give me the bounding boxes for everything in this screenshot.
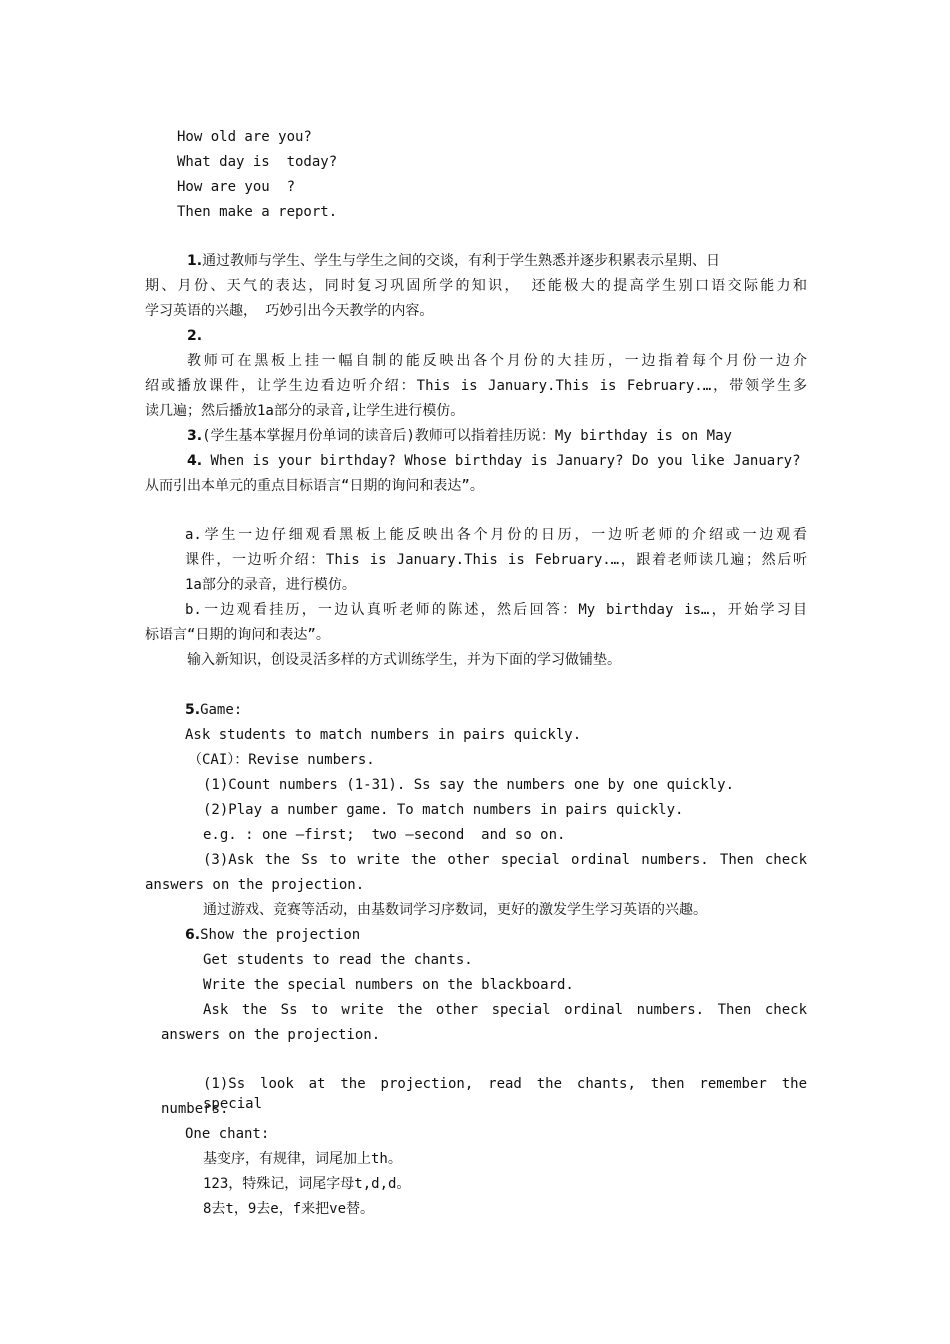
paragraph-6-line xyxy=(185,925,360,945)
text-line: (1)Count numbers (1-31). Ss say the numbers one by one quickly. xyxy=(203,777,735,793)
text-line: 绍或播放课件，让学生边看边听介绍：This is January.This is February.…，带领学生多 xyxy=(145,378,807,394)
item-number: 4. xyxy=(187,453,203,469)
text-line: 基变序，有规律，词尾加上th。 xyxy=(203,1151,402,1167)
text-line: What day is today? xyxy=(177,154,338,170)
item-number: 5. xyxy=(185,702,201,718)
text-span: Show the projection xyxy=(200,927,361,943)
text-span: When is your birthday? Whose birthday is January? Do you like January? xyxy=(202,453,801,469)
text-line: 标语言“日期的询问和表达”。 xyxy=(145,627,330,643)
text-line: answers on the projection. xyxy=(161,1027,381,1043)
text-line: 期、月份、天气的表达，同时复习巩固所学的知识， 还能极大的提高学生别口语交际能力和 xyxy=(145,278,807,294)
text-line: (2)Play a number game. To match numbers in pairs quickly. xyxy=(203,802,684,818)
text-line: 1a部分的录音，进行模仿。 xyxy=(185,577,356,593)
text-line: Write the special numbers on the blackboard. xyxy=(203,977,574,993)
text-span: 通过教师与学生、学生与学生之间的交谈，有利于学生熟悉并逐步积累表示星期、日 xyxy=(202,253,721,269)
item-number: 2. xyxy=(187,328,203,344)
text-line: (1)Ss look at the projection, read the chants, then remember the special xyxy=(203,1076,807,1112)
text-line: Ask students to match numbers in pairs quickly. xyxy=(185,727,582,743)
text-line: （CAI）：Revise numbers. xyxy=(188,752,375,768)
item-number: 3. xyxy=(187,428,203,444)
text-line: Then make a report. xyxy=(177,204,338,220)
text-line: a.学生一边仔细观看黑板上能反映出各个月份的日历，一边听老师的介绍或一边观看 xyxy=(185,527,807,543)
text-line: 教师可在黑板上挂一幅自制的能反映出各个月份的大挂历，一边指着每个月份一边介 xyxy=(187,353,807,369)
text-line: 123，特殊记，词尾字母t,d,d。 xyxy=(203,1176,411,1192)
text-line: How old are you? xyxy=(177,129,312,145)
text-span: Game: xyxy=(200,702,243,718)
text-line: One chant: xyxy=(185,1126,270,1142)
text-line: 课件，一边听介绍：This is January.This is February.…，跟着老师读几遍；然后听 xyxy=(185,552,807,568)
text-line: b.一边观看挂历，一边认真听老师的陈述，然后回答：My birthday is…，开始学习目 xyxy=(185,602,807,618)
text-line: 读几遍；然后播放1a部分的录音,让学生进行模仿。 xyxy=(145,403,465,419)
text-line: numbers. xyxy=(161,1101,229,1117)
text-span: (学生基本掌握月份单词的读音后)教师可以指着挂历说：My birthday is on May xyxy=(202,428,732,444)
text-line: 学习英语的兴趣， 巧妙引出今天教学的内容。 xyxy=(145,303,434,319)
item-number: 6. xyxy=(185,927,201,943)
paragraph-1-first-line xyxy=(187,251,720,271)
paragraph-5-line xyxy=(185,700,242,720)
text-line: e.g. : one —first; two —second and so on. xyxy=(203,827,566,843)
text-line: Ask the Ss to write the other special ordinal numbers. Then check xyxy=(203,1002,807,1018)
text-line: 输入新知识，创设灵活多样的方式训练学生，并为下面的学习做铺垫。 xyxy=(187,652,621,668)
paragraph-3-line xyxy=(187,426,732,446)
text-line: Get students to read the chants. xyxy=(203,952,473,968)
text-line: (3)Ask the Ss to write the other special ordinal numbers. Then check xyxy=(203,852,807,868)
text-line: answers on the projection. xyxy=(145,877,365,893)
paragraph-4-line xyxy=(187,451,801,471)
text-line: 通过游戏、竞赛等活动，由基数词学习序数词，更好的激发学生学习英语的兴趣。 xyxy=(203,902,707,918)
item-number: 1. xyxy=(187,253,203,269)
text-line: How are you ? xyxy=(177,179,296,195)
text-line: 8去t，9去e，f来把ve替。 xyxy=(203,1201,375,1217)
text-line: 从而引出本单元的重点目标语言“日期的询问和表达”。 xyxy=(145,478,484,494)
